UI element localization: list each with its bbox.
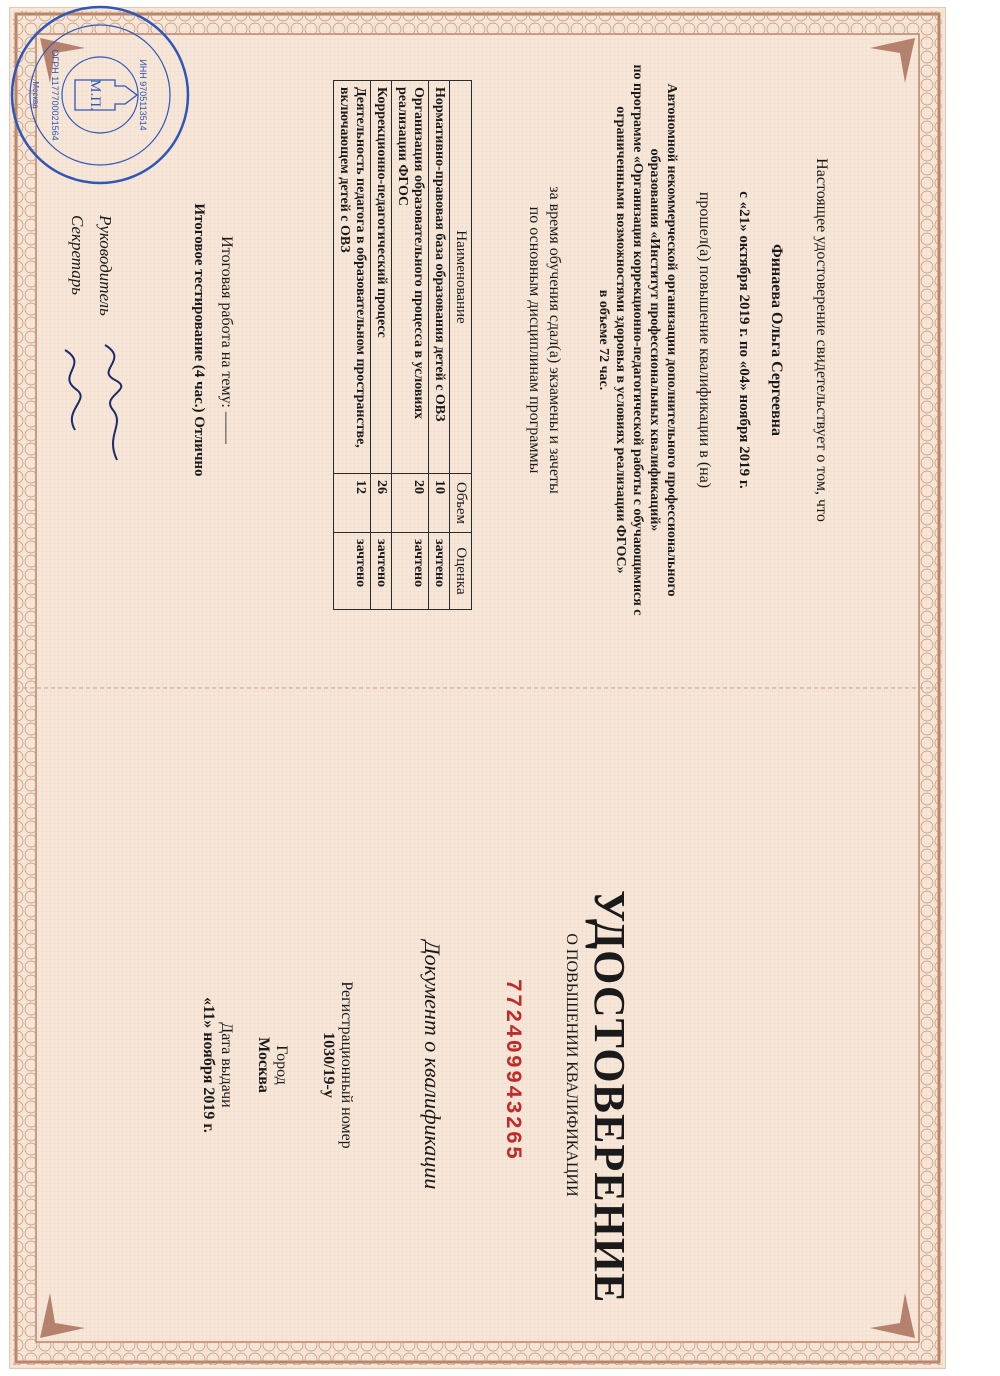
subject-volume: 12 <box>334 474 371 533</box>
certificate-details-panel <box>0 0 935 680</box>
table-row <box>334 81 371 610</box>
table-row <box>392 81 429 610</box>
subject-volume: 20 <box>392 474 429 533</box>
organization-line-2: образования «Институт профессиональных квалификаций» <box>647 148 662 532</box>
building-emblem-icon <box>75 80 137 110</box>
header-name: Наименование <box>450 81 472 474</box>
table-row <box>429 81 450 610</box>
person-name: Финаева Ольга Сергеевна <box>768 244 785 436</box>
seal-inn: ИНН 9705113514 <box>138 59 148 131</box>
subject-grade: зачтено <box>371 533 392 610</box>
table-row <box>371 81 392 610</box>
handwritten-signatures <box>45 340 135 470</box>
document-type: Документ о квалификации <box>420 940 445 1190</box>
subject-name: Коррекционно-педагогический процесс <box>371 81 392 474</box>
seal-city: Москва <box>31 81 40 109</box>
certificate-subtitle: О ПОВЫШЕНИИ КВАЛИФИКАЦИИ <box>563 933 580 1197</box>
subject-name: Деятельность педагога в образовательном пространстве, включающем детей с ОВЗ <box>334 81 371 474</box>
final-testing: Итоговое тестирование (4 час.) Отлично <box>191 203 207 477</box>
subject-name: Организация образовательного процесса в условиях реализации ФГОС <box>392 81 429 474</box>
program-line-2: ограниченными возможностями здоровья в условиях реализации ФГОС» <box>613 106 628 574</box>
exams-line-2: по основным дисциплинам программы <box>526 206 543 474</box>
registration-field <box>319 880 355 1250</box>
certificate-title: УДОСТОВЕРЕНИЕ <box>585 890 634 1304</box>
table-header-row <box>450 81 472 610</box>
issue-date-field <box>199 880 235 1250</box>
subject-volume: 26 <box>371 474 392 533</box>
certificate-cover-panel <box>0 680 935 1360</box>
final-work-value: —— <box>218 411 235 444</box>
subject-grade: зачтено <box>334 533 371 610</box>
city-value: Москва <box>255 1037 272 1093</box>
subject-volume: 10 <box>429 474 450 533</box>
issue-date-label: Дата выдачи <box>218 1022 235 1108</box>
passed-text: прошел(а) повышение квалификации в (на) <box>696 191 713 489</box>
header-grade: Оценка <box>450 533 472 610</box>
program-volume: в объеме 72 час. <box>596 289 611 391</box>
head-signature-label: Руководитель <box>96 215 115 316</box>
city-label: Город <box>273 1045 290 1085</box>
serial-number: 772409943265 <box>500 978 525 1162</box>
registration-label: Регистрационный номер <box>338 981 355 1149</box>
study-period: с «21» октября 2019 г. по «04» ноября 2019 г. <box>736 191 752 489</box>
registration-number: 1030/19-у <box>320 1032 337 1098</box>
final-work <box>217 60 235 620</box>
organization-line-1: Автономной некоммерческой организации дополнительного профессионального <box>664 83 679 597</box>
city-field <box>254 880 290 1250</box>
program-line-1: по программе «Организация коррекционно-педагогической работы с обучающимися с <box>630 64 645 616</box>
seal-center-text: М.П. <box>87 79 103 111</box>
intro-text: Настоящее удостоверение свидетельствует о том, что <box>813 158 830 522</box>
subjects-table <box>333 80 472 610</box>
official-seal <box>5 0 195 190</box>
subject-grade: зачтено <box>429 533 450 610</box>
final-work-label: Итоговая работа на тему: <box>218 236 235 408</box>
exams-line-1: за время обучения сдал(а) экзамены и зачеты <box>546 186 563 494</box>
secretary-signature-label: Секретарь <box>68 215 87 295</box>
issue-date: «11» ноября 2019 г. <box>200 997 217 1133</box>
subject-name: Нормативно-правовая база образования детей с ОВЗ <box>429 81 450 474</box>
header-volume: Объем <box>450 474 472 533</box>
seal-ogrn: ОГРН 1177700021564 <box>50 49 60 141</box>
subject-grade: зачтено <box>392 533 429 610</box>
